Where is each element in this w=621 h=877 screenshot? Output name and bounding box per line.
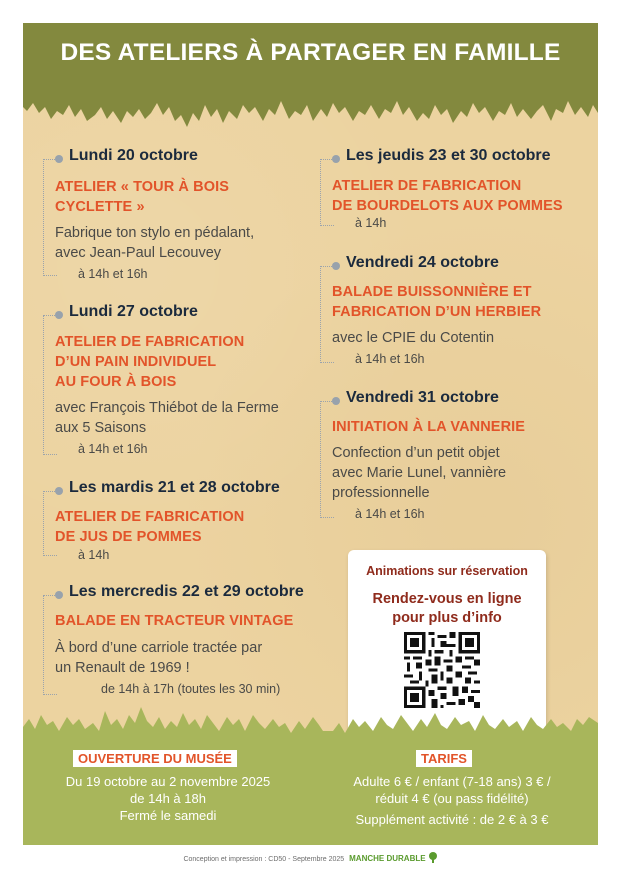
event-description: À bord d’une carriole tractée par xyxy=(55,640,263,656)
page-title: DES ATELIERS À PARTAGER EN FAMILLE xyxy=(60,39,561,66)
tarifs-label: TARIFS xyxy=(416,750,472,767)
event-description: un Renault de 1969 ! xyxy=(55,660,190,676)
event-description: avec Jean-Paul Lecouvey xyxy=(55,245,222,261)
event-title: INITIATION À LA VANNERIE xyxy=(332,419,526,435)
qr-code-icon[interactable] xyxy=(404,632,480,708)
event-date: Lundi 20 octobre xyxy=(69,147,198,164)
online-info-text xyxy=(348,590,546,628)
event-date: Vendredi 31 octobre xyxy=(346,389,499,406)
event-lundi-27 xyxy=(43,303,303,461)
event-description: avec Marie Lunel, vannière xyxy=(332,465,507,481)
online-info-line: pour plus d’info xyxy=(392,610,502,626)
event-time: de 14h à 17h (toutes les 30 min) xyxy=(101,682,281,696)
event-title: D’UN PAIN INDIVIDUEL xyxy=(55,354,217,370)
event-date: Vendredi 24 octobre xyxy=(346,254,499,271)
event-title: ATELIER DE FABRICATION xyxy=(332,178,522,194)
event-title: CYCLETTE » xyxy=(55,199,145,215)
event-date: Lundi 27 octobre xyxy=(69,303,198,320)
bullet-dot-icon xyxy=(55,155,63,163)
tarif-line: réduit 4 € (ou pass fidélité) xyxy=(375,791,529,806)
event-description: aux 5 Saisons xyxy=(55,420,147,436)
event-title: BALADE EN TRACTEUR VINTAGE xyxy=(55,613,294,629)
credits xyxy=(0,852,621,863)
opening-label: OUVERTURE DU MUSÉE xyxy=(73,750,237,767)
event-time: à 14h et 16h xyxy=(78,442,148,456)
event-title: FABRICATION D’UN HERBIER xyxy=(332,304,542,320)
bullet-dot-icon xyxy=(332,397,340,405)
bullet-dot-icon xyxy=(55,591,63,599)
grass-decoration-bottom xyxy=(23,703,598,753)
event-title: AU FOUR À BOIS xyxy=(55,374,177,390)
opening-dates: Du 19 octobre au 2 novembre 2025 xyxy=(65,774,271,789)
event-description: avec le CPIE du Cotentin xyxy=(332,330,495,346)
opening-info xyxy=(35,773,301,824)
event-date: Les jeudis 23 et 30 octobre xyxy=(346,147,551,164)
tarif-line: Adulte 6 € / enfant (7-18 ans) 3 € / xyxy=(353,774,551,789)
tarifs-info xyxy=(318,773,586,828)
bullet-dot-icon xyxy=(332,262,340,270)
event-time: à 14h xyxy=(355,216,387,230)
credits-text: Conception et impression : CD50 - Septembre 2025 xyxy=(183,856,345,863)
event-time: à 14h et 16h xyxy=(355,507,425,521)
event-time: à 14h xyxy=(78,548,110,562)
event-description: professionnelle xyxy=(332,485,430,501)
event-lundi-20 xyxy=(43,147,303,281)
brand-logo: MANCHE DURABLE xyxy=(349,854,426,863)
header-band xyxy=(23,23,598,93)
tree-icon xyxy=(428,852,438,863)
bullet-dot-icon xyxy=(332,155,340,163)
event-time: à 14h et 16h xyxy=(355,352,425,366)
event-mardis xyxy=(43,479,313,562)
event-vendredi-31 xyxy=(320,389,590,524)
event-description: Fabrique ton stylo en pédalant, xyxy=(55,225,255,241)
event-vendredi-24 xyxy=(320,254,590,369)
event-title: DE BOURDELOTS AUX POMMES xyxy=(332,198,563,214)
poster xyxy=(23,23,598,845)
event-title: ATELIER DE FABRICATION xyxy=(55,509,245,525)
grass-decoration-top xyxy=(23,91,598,143)
bullet-dot-icon xyxy=(55,311,63,319)
event-jeudis xyxy=(320,147,590,232)
event-title: BALADE BUISSONNIÈRE ET xyxy=(332,284,532,300)
event-description: Confection d’un petit objet xyxy=(332,445,500,461)
event-time: à 14h et 16h xyxy=(78,267,148,281)
footer-band xyxy=(23,753,598,845)
event-title: DE JUS DE POMMES xyxy=(55,529,202,545)
event-mercredis xyxy=(43,583,313,701)
event-title: ATELIER « TOUR À BOIS xyxy=(55,179,229,195)
event-date: Les mardis 21 et 28 octobre xyxy=(69,479,280,496)
event-date: Les mercredis 22 et 29 octobre xyxy=(69,583,304,600)
closed-day: Fermé le samedi xyxy=(119,808,217,823)
online-info-line: Rendez-vous en ligne xyxy=(372,591,522,607)
event-description: avec François Thiébot de la Ferme xyxy=(55,400,279,416)
tarif-supplement: Supplément activité : de 2 € à 3 € xyxy=(355,812,549,827)
event-title: ATELIER DE FABRICATION xyxy=(55,334,245,350)
reservation-note: Animations sur réservation xyxy=(366,564,528,578)
opening-hours: de 14h à 18h xyxy=(130,791,206,806)
bullet-dot-icon xyxy=(55,487,63,495)
